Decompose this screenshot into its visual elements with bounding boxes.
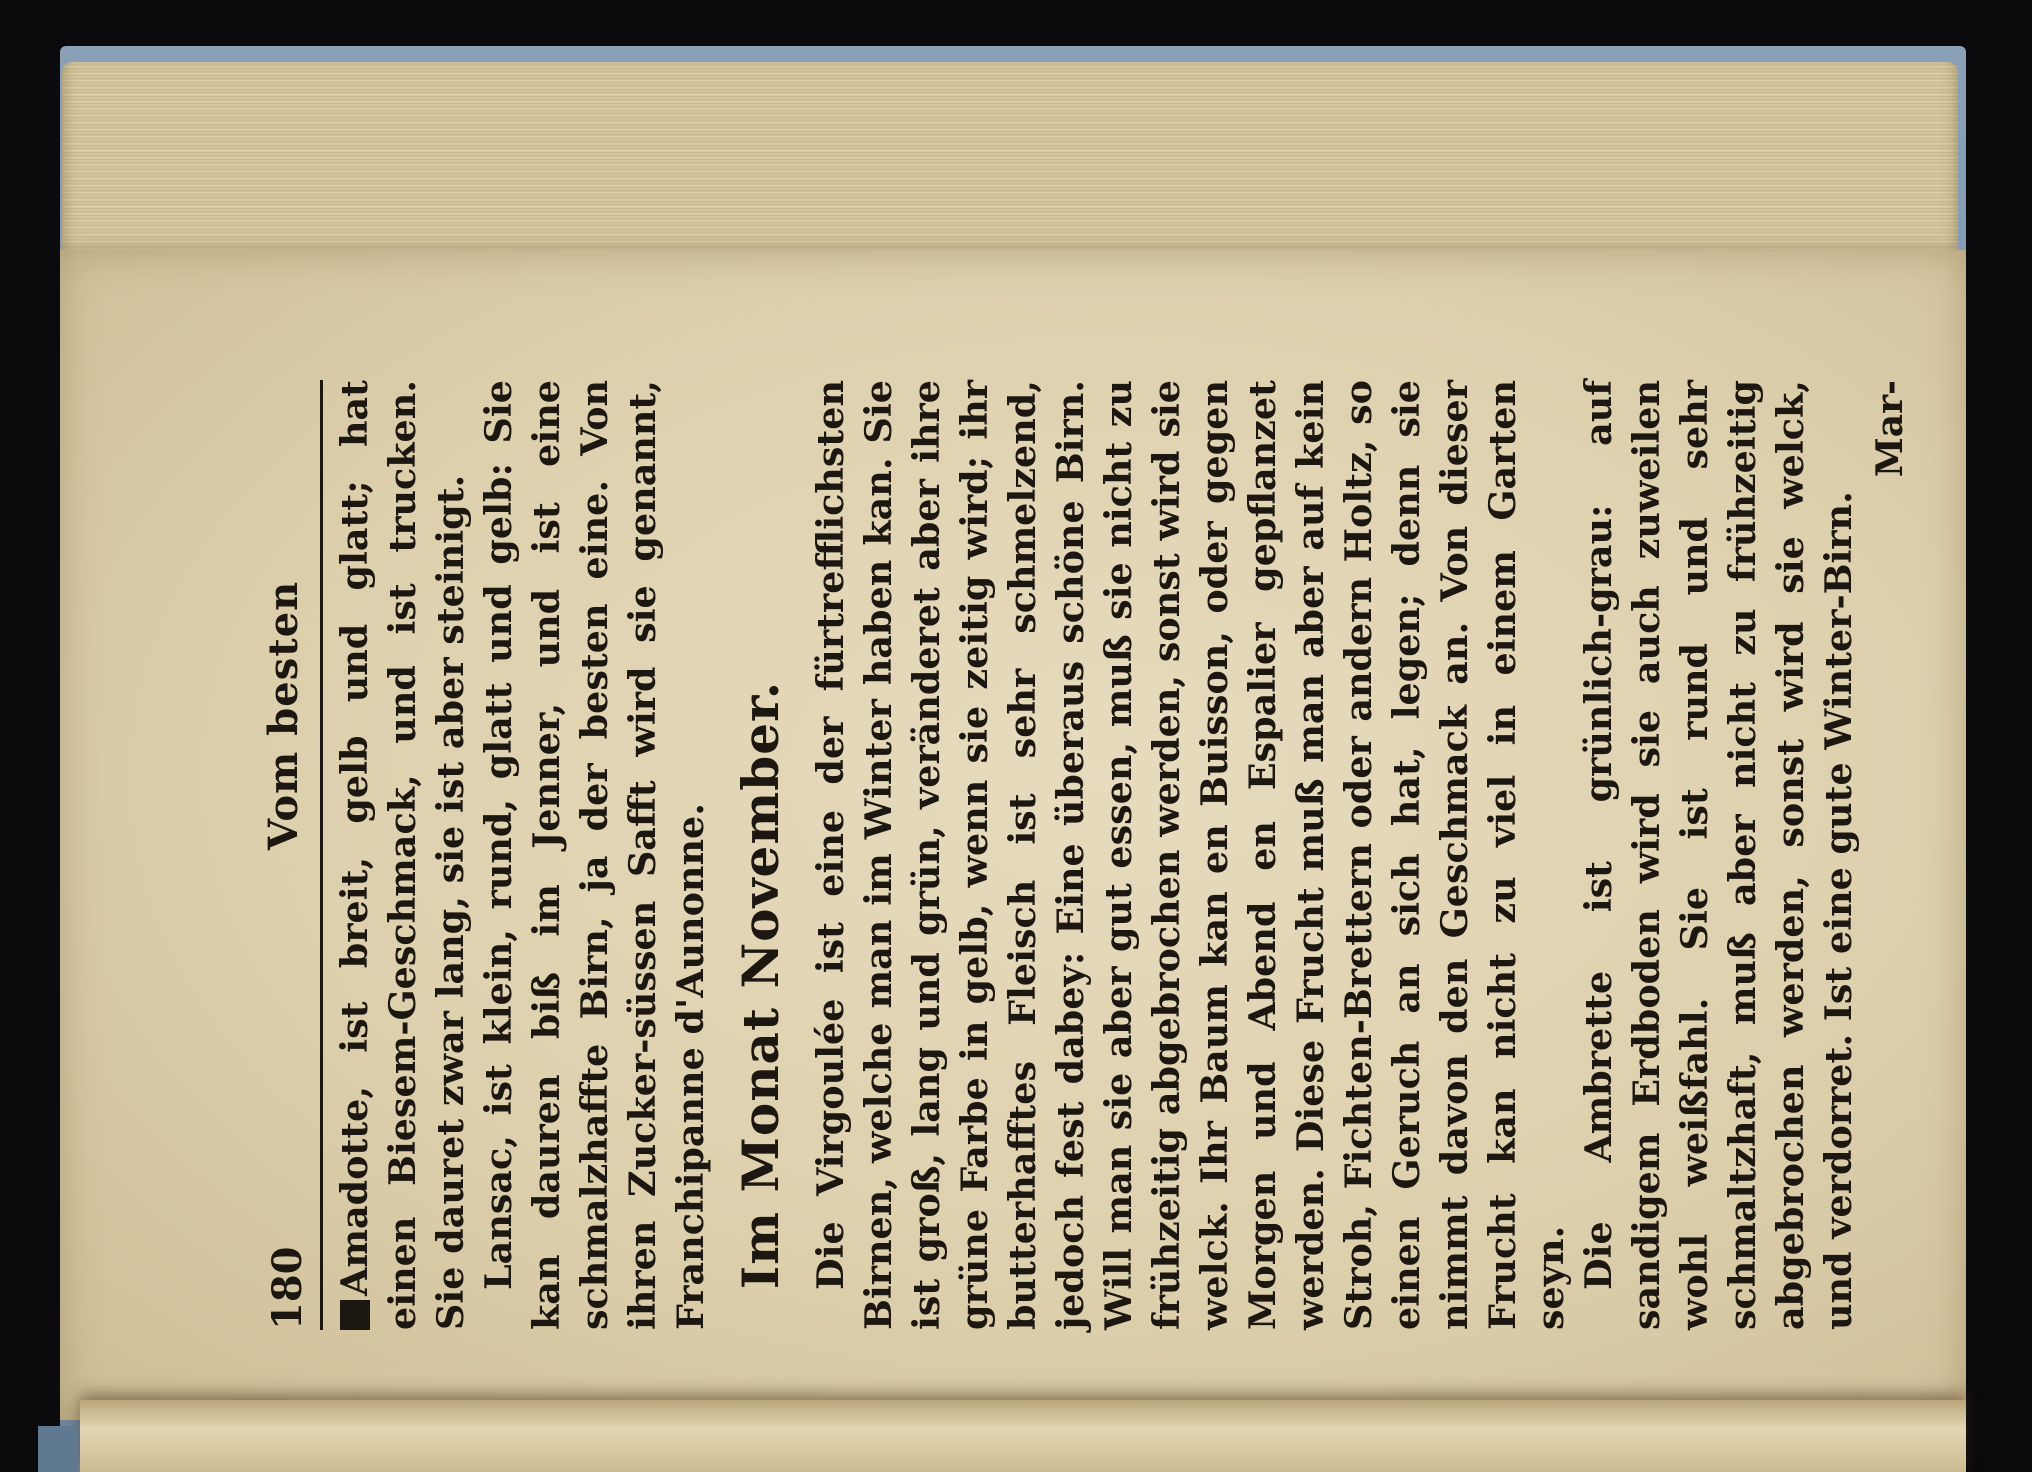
printer-ornament-icon bbox=[340, 1300, 370, 1330]
page-gutter bbox=[80, 1400, 1966, 1472]
paragraph-virgoulee: Die Virgoulée ist eine der fürtrefflichsten Birnen, welche man im Winter haben kan. Sie ist groß, lang und grün, veränderet aber ihre grüne Farbe in gelb, wenn sie zeitig wird; ihr butterhafftes Fleisch ist sehr schmelzend, jedoch fest dabey: Eine überaus schöne Birn. Will man sie aber gut essen, muß sie nicht zu frühzeitig abgebrochen werden, sonst wird sie welck. Ihr Baum kan en Buisson, oder gegen Morgen und Abend en Espalier gepflanzet werden. Diese Frucht muß man aber auf kein Stroh, Fichten-Brettern oder andern Holtz, so einen Geruch an sich hat, legen; denn sie nimmt davon den Geschmack an. Von dieser Frucht kan nicht zu viel in einem Garten seyn. bbox=[809, 380, 1572, 1330]
page-text-block bbox=[260, 380, 1911, 1330]
running-head bbox=[260, 380, 323, 1330]
section-heading: Im Monat November. bbox=[731, 680, 790, 1290]
page-edge-stack bbox=[62, 62, 1958, 262]
bookmark-ribbon bbox=[38, 1426, 78, 1472]
paragraph-ambrette: Die Ambrette ist grünlich-grau: auf sandigem Erdboden wird sie auch zuweilen wohl weißfahl. Sie ist rund und sehr schmaltzhaft, muß aber nicht zu frühzeitig abgebrochen werden, sonst wird sie welck, und verdorret. Ist eine gute Winter-Birn. bbox=[1577, 380, 1860, 1330]
paragraph-lansac: Lansac, ist klein, rund, glatt und gelb: Sie kan dauren biß im Jenner, und ist eine schmalzhaffte Birn, ja der besten eine. Von ihren Zucker-süssen Safft wird sie genannt, Franchipanne d'Aunonne. bbox=[477, 380, 712, 1330]
page-number: 180 bbox=[264, 1246, 311, 1330]
paragraph-amadotte: Amadotte, ist breit, gelb und glatt; hat einen Biesem-Geschmack, und ist trucken. Sie dauret zwar lang, sie ist aber steinigt. bbox=[333, 380, 472, 1330]
catchword: Mar- bbox=[1869, 380, 1911, 478]
running-title: Vom besten bbox=[260, 580, 307, 850]
